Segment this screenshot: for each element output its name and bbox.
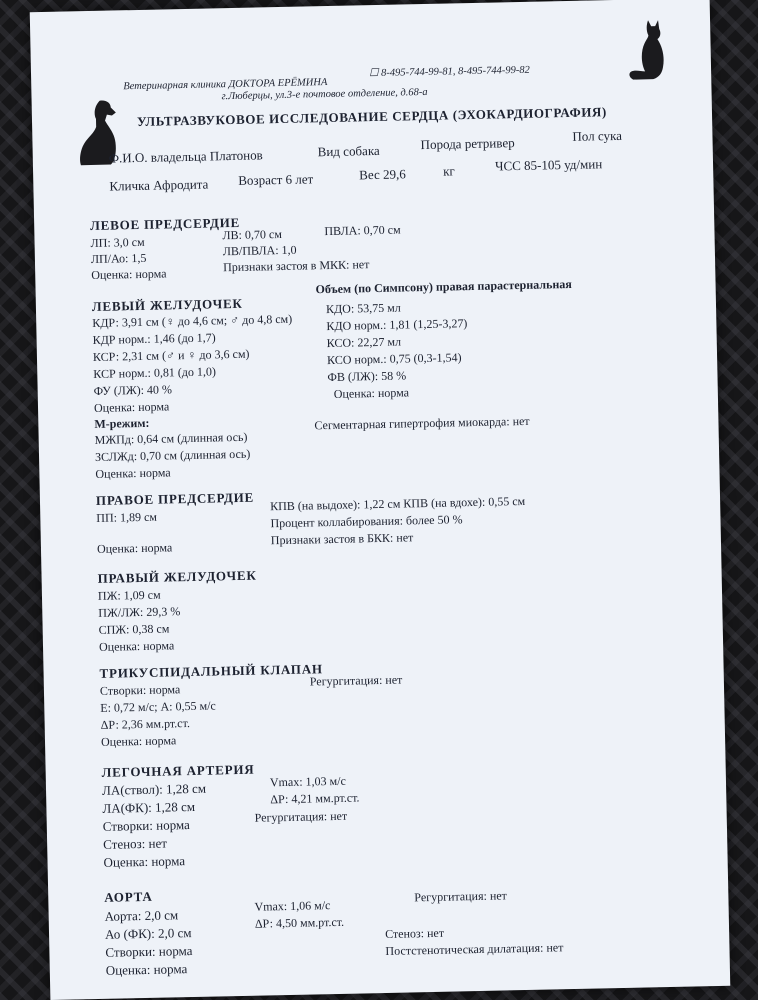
ksr-norm: КСР норм.: 0,81 (до 1,0) <box>93 364 217 381</box>
fv: ФВ (ЛЖ): 58 % <box>327 368 407 385</box>
lv-rating: Оценка: норма <box>93 399 170 415</box>
pa-rating: Оценка: норма <box>103 853 186 870</box>
aorta-rating: Оценка: норма <box>105 961 188 978</box>
section-right-ventricle: ПРАВЫЙ ЖЕЛУДОЧЕК <box>97 567 257 586</box>
lv-pvla-ratio: ЛВ/ПВЛА: 1,0 <box>222 242 297 259</box>
echo-report-sheet <box>30 0 731 1000</box>
clinic-address: г.Люберцы, ул.3-е почтовое отделение, д.68-а <box>221 86 428 103</box>
heart-rate: ЧСС 85-105 уд/мин <box>494 156 603 174</box>
clinic-name: Ветеринарная клиника ДОКТОРА ЕРЁМИНА <box>123 77 328 93</box>
zslzh: ЗСЛЖд: 0,70 см (длинная ось) <box>94 446 251 464</box>
tricuspid-leaflets: Створки: норма <box>99 682 181 698</box>
rv-size: ПЖ: 1,09 см <box>97 587 161 603</box>
section-left-ventricle: ЛЕВЫЙ ЖЕЛУДОЧЕК <box>91 295 243 314</box>
weight: Вес 29,6 <box>359 166 406 183</box>
aorta-dp: ΔР: 4,50 мм.рт.ст. <box>254 914 345 931</box>
spzh: СПЖ: 0,38 см <box>98 621 170 637</box>
tricuspid-regurgitation: Регургитация: нет <box>309 672 403 689</box>
la-rating: Оценка: норма <box>91 266 167 282</box>
rv-rating: Оценка: норма <box>98 638 175 654</box>
tricuspid-dp: ΔР: 2,36 мм.рт.ст. <box>100 716 191 732</box>
breed: Порода ретривер <box>420 135 515 153</box>
kdr: КДР: 3,91 см (♀ до 4,6 см; ♂ до 4,8 см) <box>92 311 293 330</box>
section-left-atrium: ЛЕВОЕ ПРЕДСЕРДИЕ <box>90 214 241 234</box>
aorta-leaflets: Створки: норма <box>105 943 193 960</box>
aorta-vmax: Vmax: 1,06 м/с <box>254 898 331 914</box>
kso: КСО: 22,27 мл <box>326 334 402 351</box>
pa-regurgitation: Регургитация: нет <box>254 808 348 825</box>
pa-vmax: Vmax: 1,03 м/с <box>269 773 346 790</box>
section-pulmonary-artery: ЛЕГОЧНАЯ АРТЕРИЯ <box>101 761 255 780</box>
ra-size: ПП: 1,89 см <box>96 509 158 525</box>
cat-silhouette-icon <box>618 17 671 82</box>
aorta-dilation: Постстенотическая дилатация: нет <box>385 940 564 958</box>
kpv: КПВ (на выдохе): 1,22 см КПВ (на вдохе): 0,55 см <box>269 493 526 514</box>
m-mode-rating: Оценка: норма <box>95 465 171 481</box>
pa-fk: ЛА(ФК): 1,28 см <box>102 798 196 816</box>
mkk-congestion: Признаки застоя в МКК: нет <box>222 257 370 275</box>
section-aorta: АОРТА <box>104 888 153 905</box>
kdo: КДО: 53,75 мл <box>325 300 401 317</box>
weight-unit: кг <box>442 163 455 179</box>
la-size: ЛП: 3,0 см <box>90 234 145 251</box>
fu: ФУ (ЛЖ): 40 % <box>93 382 173 398</box>
section-tricuspid: ТРИКУСПИДАЛЬНЫЙ КЛАПАН <box>99 661 323 681</box>
kdr-norm: КДР норм.: 1,46 (до 1,7) <box>92 330 216 347</box>
page-title: УЛЬТРАЗВУКОВОЕ ИССЛЕДОВАНИЕ СЕРДЦА (ЭХОКАРДИОГРАФИЯ) <box>136 104 608 130</box>
kdo-norm: КДО норм.: 1,81 (1,25-3,27) <box>326 316 468 334</box>
section-m-mode: М-режим: <box>94 415 150 431</box>
hypertrophy: Сегментарная гипертрофия миокарда: нет <box>314 413 530 433</box>
kso-norm: КСО норм.: 0,75 (0,3-1,54) <box>326 350 462 368</box>
ksr: КСР: 2,31 см (♂ и ♀ до 3,6 см) <box>92 346 250 364</box>
aorta-stenosis: Стеноз: нет <box>384 925 445 941</box>
mzhp: МЖПд: 0,64 см (длинная ось) <box>94 429 248 447</box>
species: Вид собака <box>317 142 380 160</box>
pa-dp: ΔР: 4,21 мм.рт.ст. <box>270 790 360 807</box>
simpson-title: Объем (по Симпсону) правая парастернальная <box>315 276 572 297</box>
rv-lv-ratio: ПЖ/ЛЖ: 29,3 % <box>98 604 181 620</box>
pet-name: Кличка Афродита <box>109 176 209 194</box>
bkk-congestion: Признаки застоя в БКК: нет <box>270 530 414 548</box>
collapse-percent: Процент коллабирования: более 50 % <box>270 512 463 531</box>
ra-rating: Оценка: норма <box>96 540 173 556</box>
pvla-size: ПВЛА: 0,70 см <box>324 222 401 239</box>
pa-trunk: ЛА(ствол): 1,28 см <box>101 780 207 798</box>
clinic-phones: ☐ 8-495-744-99-81, 8-495-744-99-82 <box>368 64 530 80</box>
tricuspid-e-a: Е: 0,72 м/с; А: 0,55 м/с <box>100 698 216 715</box>
lv-size: ЛВ: 0,70 см <box>222 226 282 243</box>
la-ao-ratio: ЛП/Ао: 1,5 <box>90 250 147 267</box>
sex: Пол сука <box>572 127 623 144</box>
pa-leaflets: Створки: норма <box>102 817 190 834</box>
aorta-size: Аорта: 2,0 см <box>104 907 179 924</box>
owner-name: Ф.И.О. владельца Платонов <box>108 147 263 166</box>
aorta-fk: Ао (ФК): 2,0 см <box>104 925 192 942</box>
fv-rating: Оценка: норма <box>333 385 410 401</box>
tricuspid-rating: Оценка: норма <box>100 733 177 749</box>
section-right-atrium: ПРАВОЕ ПРЕДСЕРДИЕ <box>95 489 255 508</box>
pa-stenosis: Стеноз: нет <box>103 835 168 852</box>
age: Возраст 6 лет <box>238 171 314 188</box>
aorta-regurgitation: Регургитация: нет <box>414 888 507 905</box>
